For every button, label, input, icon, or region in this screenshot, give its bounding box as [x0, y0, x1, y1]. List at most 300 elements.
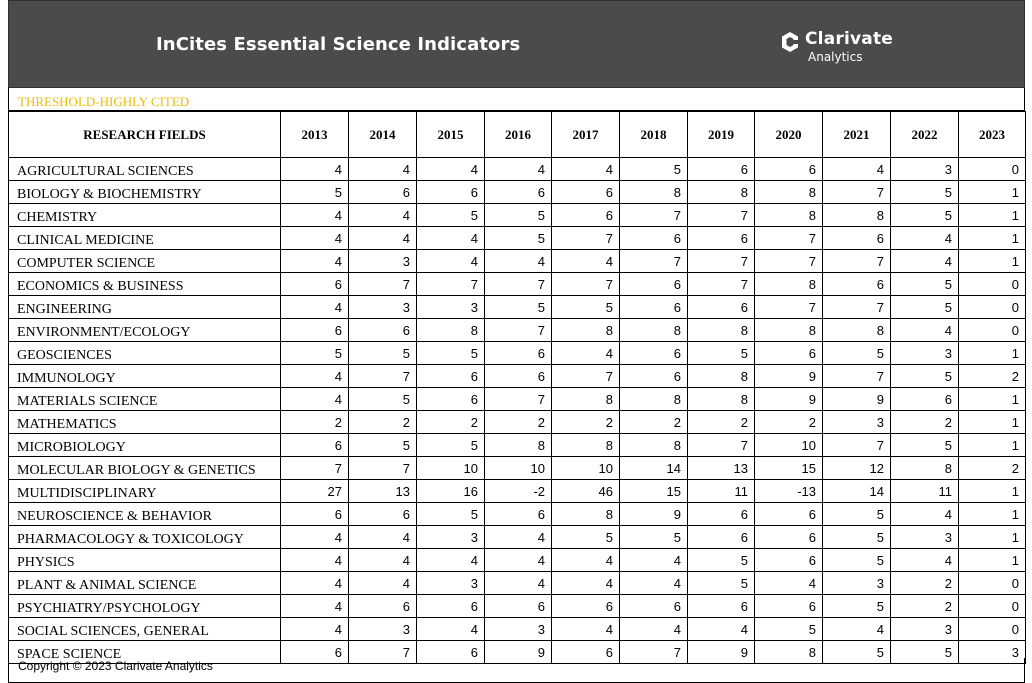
value-cell: 6 [823, 227, 891, 250]
value-cell: 5 [417, 204, 485, 227]
value-cell: 4 [755, 572, 823, 595]
value-cell: 8 [755, 204, 823, 227]
value-cell: 1 [959, 411, 1026, 434]
research-field-cell: PHYSICS [9, 549, 281, 572]
research-field-cell: ENGINEERING [9, 296, 281, 319]
value-cell: 7 [620, 204, 688, 227]
value-cell: 7 [823, 365, 891, 388]
value-cell: 7 [823, 181, 891, 204]
value-cell: 6 [620, 296, 688, 319]
value-cell: 2 [281, 411, 349, 434]
table-row [9, 250, 1026, 273]
value-cell: 6 [688, 503, 755, 526]
value-cell: 6 [417, 365, 485, 388]
value-cell: 5 [688, 572, 755, 595]
column-header-year: 2017 [552, 112, 620, 158]
research-field-cell: IMMUNOLOGY [9, 365, 281, 388]
value-cell: 8 [755, 641, 823, 664]
value-cell: 8 [552, 319, 620, 342]
value-cell: 1 [959, 434, 1026, 457]
value-cell: 6 [688, 595, 755, 618]
column-header-year: 2020 [755, 112, 823, 158]
value-cell: 5 [417, 434, 485, 457]
threshold-table [8, 111, 1026, 664]
research-field-cell: MULTIDISCIPLINARY [9, 480, 281, 503]
value-cell: 8 [485, 434, 552, 457]
value-cell: 6 [485, 595, 552, 618]
value-cell: 4 [620, 618, 688, 641]
value-cell: 5 [417, 503, 485, 526]
research-field-cell: AGRICULTURAL SCIENCES [9, 158, 281, 181]
column-header-year: 2014 [349, 112, 417, 158]
research-field-cell: ENVIRONMENT/ECOLOGY [9, 319, 281, 342]
value-cell: 4 [281, 296, 349, 319]
value-cell: 4 [417, 250, 485, 273]
table-row [9, 273, 1026, 296]
footer-bar [8, 658, 1025, 683]
value-cell: 7 [823, 296, 891, 319]
logo-subtitle: Analytics [808, 50, 863, 64]
value-cell: 4 [891, 319, 959, 342]
table-row [9, 549, 1026, 572]
value-cell: 6 [620, 342, 688, 365]
value-cell: 3 [349, 618, 417, 641]
value-cell: 5 [349, 388, 417, 411]
value-cell: 3 [891, 618, 959, 641]
value-cell: 6 [620, 227, 688, 250]
value-cell: 6 [552, 595, 620, 618]
value-cell: 1 [959, 549, 1026, 572]
value-cell: 5 [349, 434, 417, 457]
value-cell: 1 [959, 526, 1026, 549]
value-cell: 1 [959, 227, 1026, 250]
value-cell: 6 [281, 273, 349, 296]
value-cell: 7 [417, 273, 485, 296]
research-field-cell: COMPUTER SCIENCE [9, 250, 281, 273]
value-cell: 4 [417, 618, 485, 641]
value-cell: 2 [891, 595, 959, 618]
column-header-year: 2015 [417, 112, 485, 158]
value-cell: 7 [552, 227, 620, 250]
value-cell: 5 [823, 549, 891, 572]
value-cell: 8 [688, 388, 755, 411]
value-cell: 5 [823, 503, 891, 526]
research-field-cell: BIOLOGY & BIOCHEMISTRY [9, 181, 281, 204]
value-cell: 8 [755, 181, 823, 204]
table-row [9, 388, 1026, 411]
research-field-cell: MATERIALS SCIENCE [9, 388, 281, 411]
value-cell: 7 [349, 273, 417, 296]
column-header-year: 2023 [959, 112, 1026, 158]
value-cell: 5 [552, 526, 620, 549]
research-field-cell: SPACE SCIENCE [9, 641, 281, 664]
value-cell: 7 [755, 296, 823, 319]
table-row [9, 434, 1026, 457]
value-cell: 7 [688, 204, 755, 227]
value-cell: 3 [891, 158, 959, 181]
value-cell: 8 [755, 273, 823, 296]
value-cell: 3 [417, 296, 485, 319]
table-row [9, 480, 1026, 503]
value-cell: 0 [959, 595, 1026, 618]
value-cell: -13 [755, 480, 823, 503]
value-cell: 7 [485, 388, 552, 411]
value-cell: 6 [349, 503, 417, 526]
column-header-year: 2016 [485, 112, 552, 158]
value-cell: 6 [755, 526, 823, 549]
value-cell: 6 [281, 434, 349, 457]
clarivate-logo [779, 29, 909, 69]
value-cell: 5 [281, 342, 349, 365]
value-cell: 0 [959, 296, 1026, 319]
value-cell: 4 [485, 158, 552, 181]
value-cell: 5 [823, 595, 891, 618]
value-cell: 6 [755, 595, 823, 618]
value-cell: 3 [349, 296, 417, 319]
value-cell: 0 [959, 618, 1026, 641]
table-row [9, 342, 1026, 365]
value-cell: 3 [823, 411, 891, 434]
logo-wordmark: Clarivate [805, 29, 893, 49]
value-cell: 7 [688, 273, 755, 296]
value-cell: 6 [485, 342, 552, 365]
value-cell: 4 [417, 158, 485, 181]
value-cell: 7 [823, 434, 891, 457]
value-cell: 13 [349, 480, 417, 503]
value-cell: 4 [281, 365, 349, 388]
value-cell: 5 [891, 204, 959, 227]
app-title: InCites Essential Science Indicators [156, 34, 521, 55]
value-cell: 27 [281, 480, 349, 503]
table-header-row [9, 112, 1026, 158]
research-field-cell: CHEMISTRY [9, 204, 281, 227]
value-cell: 1 [959, 204, 1026, 227]
value-cell: 5 [891, 273, 959, 296]
value-cell: 7 [349, 457, 417, 480]
value-cell: 4 [485, 572, 552, 595]
value-cell: 10 [755, 434, 823, 457]
value-cell: 4 [281, 549, 349, 572]
table-row [9, 503, 1026, 526]
value-cell: 4 [417, 227, 485, 250]
value-cell: 3 [959, 641, 1026, 664]
value-cell: 4 [281, 227, 349, 250]
value-cell: 4 [485, 526, 552, 549]
clarivate-logo-icon [779, 31, 801, 53]
value-cell: 7 [620, 250, 688, 273]
value-cell: 8 [620, 181, 688, 204]
value-cell: 6 [688, 526, 755, 549]
value-cell: 3 [349, 250, 417, 273]
value-cell: 2 [688, 411, 755, 434]
value-cell: 6 [552, 204, 620, 227]
value-cell: 0 [959, 158, 1026, 181]
value-cell: 6 [552, 641, 620, 664]
value-cell: 8 [688, 181, 755, 204]
value-cell: 11 [891, 480, 959, 503]
value-cell: 6 [755, 342, 823, 365]
value-cell: 7 [281, 457, 349, 480]
value-cell: 6 [552, 181, 620, 204]
value-cell: 4 [349, 158, 417, 181]
value-cell: 8 [417, 319, 485, 342]
value-cell: 2 [959, 365, 1026, 388]
value-cell: 2 [959, 457, 1026, 480]
value-cell: 6 [620, 595, 688, 618]
value-cell: 4 [823, 618, 891, 641]
value-cell: 11 [688, 480, 755, 503]
value-cell: 7 [620, 641, 688, 664]
value-cell: 9 [823, 388, 891, 411]
value-cell: 5 [620, 158, 688, 181]
research-field-cell: SOCIAL SCIENCES, GENERAL [9, 618, 281, 641]
research-field-cell: NEUROSCIENCE & BEHAVIOR [9, 503, 281, 526]
value-cell: 8 [620, 434, 688, 457]
value-cell: 4 [688, 618, 755, 641]
value-cell: 8 [755, 319, 823, 342]
value-cell: 2 [620, 411, 688, 434]
value-cell: 4 [891, 549, 959, 572]
value-cell: 7 [485, 319, 552, 342]
value-cell: 9 [755, 388, 823, 411]
value-cell: 4 [417, 549, 485, 572]
value-cell: 8 [891, 457, 959, 480]
value-cell: 3 [891, 342, 959, 365]
value-cell: 12 [823, 457, 891, 480]
value-cell: 6 [485, 181, 552, 204]
value-cell: 5 [823, 342, 891, 365]
value-cell: 4 [552, 618, 620, 641]
research-field-cell: MOLECULAR BIOLOGY & GENETICS [9, 457, 281, 480]
value-cell: 8 [823, 204, 891, 227]
value-cell: 5 [891, 434, 959, 457]
value-cell: 6 [823, 273, 891, 296]
table-row [9, 526, 1026, 549]
research-field-cell: GEOSCIENCES [9, 342, 281, 365]
value-cell: 3 [823, 572, 891, 595]
value-cell: 4 [349, 526, 417, 549]
value-cell: 7 [485, 273, 552, 296]
value-cell: 8 [823, 319, 891, 342]
value-cell: 5 [349, 342, 417, 365]
value-cell: 6 [485, 503, 552, 526]
value-cell: 4 [891, 503, 959, 526]
value-cell: 6 [688, 158, 755, 181]
column-header-year: 2013 [281, 112, 349, 158]
value-cell: 7 [688, 250, 755, 273]
value-cell: 16 [417, 480, 485, 503]
research-field-cell: CLINICAL MEDICINE [9, 227, 281, 250]
value-cell: 0 [959, 319, 1026, 342]
value-cell: 4 [552, 342, 620, 365]
value-cell: 4 [552, 158, 620, 181]
value-cell: 6 [620, 365, 688, 388]
value-cell: 2 [349, 411, 417, 434]
value-cell: 1 [959, 480, 1026, 503]
value-cell: 1 [959, 388, 1026, 411]
table-row [9, 319, 1026, 342]
value-cell: 8 [688, 319, 755, 342]
value-cell: 5 [823, 526, 891, 549]
value-cell: 5 [688, 342, 755, 365]
value-cell: 14 [823, 480, 891, 503]
value-cell: 5 [485, 227, 552, 250]
value-cell: 4 [891, 227, 959, 250]
threshold-label: THRESHOLD-HIGHLY CITED [18, 94, 190, 109]
value-cell: 4 [281, 158, 349, 181]
research-field-cell: MICROBIOLOGY [9, 434, 281, 457]
value-cell: 4 [281, 526, 349, 549]
value-cell: 4 [349, 549, 417, 572]
column-header-research-fields: RESEARCH FIELDS [9, 112, 281, 158]
value-cell: 4 [485, 549, 552, 572]
value-cell: 1 [959, 181, 1026, 204]
value-cell: 10 [485, 457, 552, 480]
value-cell: 5 [417, 342, 485, 365]
value-cell: 0 [959, 572, 1026, 595]
value-cell: 8 [552, 388, 620, 411]
table-row [9, 618, 1026, 641]
value-cell: 2 [417, 411, 485, 434]
value-cell: 3 [417, 526, 485, 549]
value-cell: 2 [891, 411, 959, 434]
header-banner [8, 0, 1025, 88]
value-cell: 3 [485, 618, 552, 641]
value-cell: 6 [281, 641, 349, 664]
table-row [9, 411, 1026, 434]
value-cell: 6 [281, 503, 349, 526]
value-cell: 7 [755, 227, 823, 250]
value-cell: 4 [349, 227, 417, 250]
value-cell: 9 [485, 641, 552, 664]
value-cell: 2 [485, 411, 552, 434]
value-cell: 5 [620, 526, 688, 549]
value-cell: 4 [281, 204, 349, 227]
value-cell: 5 [688, 549, 755, 572]
column-header-year: 2022 [891, 112, 959, 158]
table-row [9, 572, 1026, 595]
value-cell: 4 [281, 618, 349, 641]
value-cell: 5 [891, 641, 959, 664]
value-cell: 6 [755, 158, 823, 181]
research-field-cell: PHARMACOLOGY & TOXICOLOGY [9, 526, 281, 549]
value-cell: 4 [620, 572, 688, 595]
value-cell: 6 [485, 365, 552, 388]
value-cell: 5 [485, 204, 552, 227]
value-cell: 1 [959, 503, 1026, 526]
value-cell: 6 [417, 388, 485, 411]
value-cell: 6 [688, 227, 755, 250]
value-cell: 4 [349, 204, 417, 227]
value-cell: 6 [620, 273, 688, 296]
value-cell: 7 [823, 250, 891, 273]
table-row [9, 296, 1026, 319]
value-cell: 1 [959, 342, 1026, 365]
value-cell: 13 [688, 457, 755, 480]
value-cell: 6 [417, 641, 485, 664]
column-header-year: 2018 [620, 112, 688, 158]
threshold-bar [8, 88, 1025, 111]
value-cell: 6 [281, 319, 349, 342]
value-cell: 2 [552, 411, 620, 434]
value-cell: 6 [417, 181, 485, 204]
value-cell: 4 [552, 549, 620, 572]
value-cell: 6 [349, 595, 417, 618]
value-cell: 8 [620, 319, 688, 342]
value-cell: 3 [891, 526, 959, 549]
value-cell: 9 [755, 365, 823, 388]
value-cell: 4 [891, 250, 959, 273]
value-cell: 14 [620, 457, 688, 480]
value-cell: -2 [485, 480, 552, 503]
value-cell: 5 [485, 296, 552, 319]
value-cell: 6 [755, 549, 823, 572]
value-cell: 6 [891, 388, 959, 411]
value-cell: 4 [281, 250, 349, 273]
value-cell: 3 [417, 572, 485, 595]
value-cell: 5 [755, 618, 823, 641]
column-header-year: 2021 [823, 112, 891, 158]
table-body [9, 158, 1026, 664]
table-row [9, 457, 1026, 480]
value-cell: 9 [620, 503, 688, 526]
value-cell: 1 [959, 250, 1026, 273]
value-cell: 46 [552, 480, 620, 503]
copyright-text: Copyright © 2023 Clarivate Analytics [18, 659, 213, 673]
value-cell: 6 [417, 595, 485, 618]
value-cell: 4 [620, 549, 688, 572]
value-cell: 4 [485, 250, 552, 273]
report-page [8, 0, 1026, 683]
value-cell: 8 [552, 503, 620, 526]
table-row [9, 595, 1026, 618]
value-cell: 4 [552, 250, 620, 273]
value-cell: 7 [755, 250, 823, 273]
value-cell: 4 [823, 158, 891, 181]
value-cell: 6 [755, 503, 823, 526]
value-cell: 7 [349, 365, 417, 388]
value-cell: 2 [891, 572, 959, 595]
value-cell: 5 [891, 181, 959, 204]
value-cell: 9 [688, 641, 755, 664]
value-cell: 7 [349, 641, 417, 664]
table-row [9, 227, 1026, 250]
table-row [9, 365, 1026, 388]
value-cell: 15 [755, 457, 823, 480]
value-cell: 5 [891, 296, 959, 319]
value-cell: 4 [281, 388, 349, 411]
value-cell: 10 [417, 457, 485, 480]
value-cell: 5 [552, 296, 620, 319]
value-cell: 7 [552, 273, 620, 296]
value-cell: 7 [688, 434, 755, 457]
value-cell: 4 [552, 572, 620, 595]
research-field-cell: ECONOMICS & BUSINESS [9, 273, 281, 296]
value-cell: 15 [620, 480, 688, 503]
research-field-cell: PSYCHIATRY/PSYCHOLOGY [9, 595, 281, 618]
value-cell: 4 [281, 572, 349, 595]
value-cell: 2 [755, 411, 823, 434]
value-cell: 6 [688, 296, 755, 319]
research-field-cell: MATHEMATICS [9, 411, 281, 434]
column-header-year: 2019 [688, 112, 755, 158]
research-field-cell: PLANT & ANIMAL SCIENCE [9, 572, 281, 595]
value-cell: 5 [891, 365, 959, 388]
value-cell: 8 [620, 388, 688, 411]
value-cell: 4 [281, 595, 349, 618]
value-cell: 4 [349, 572, 417, 595]
value-cell: 6 [349, 181, 417, 204]
